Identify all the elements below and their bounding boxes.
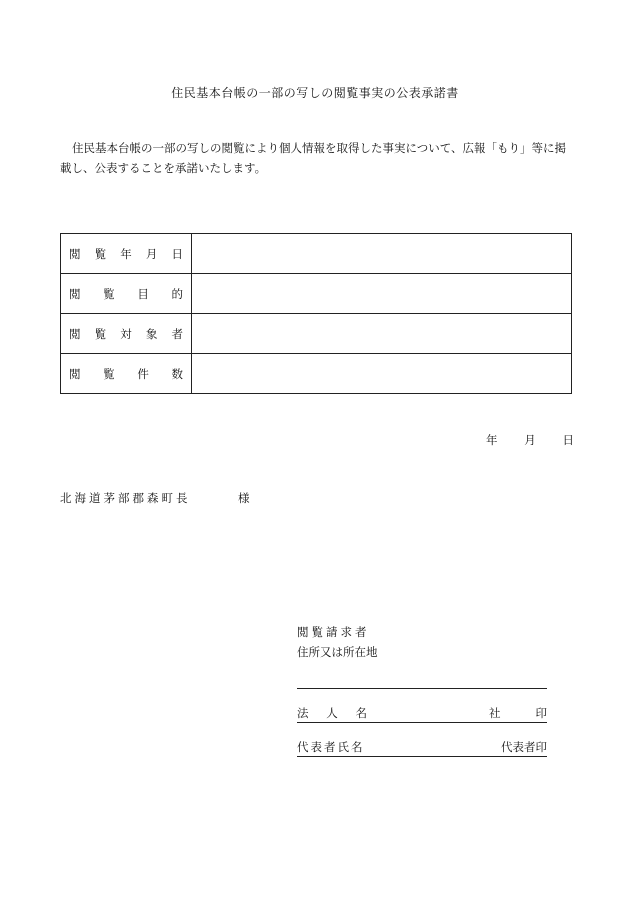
- label-char: 対: [120, 326, 132, 341]
- label-char: 的: [171, 286, 183, 301]
- label-char: 閲: [69, 366, 81, 381]
- addressee-name: 北海道茅部郡森町長: [60, 491, 191, 505]
- representative-seal-label: 代表者印: [501, 740, 547, 754]
- inspection-purpose-label: [61, 274, 192, 314]
- inspection-count-value[interactable]: [192, 354, 572, 394]
- label-char: 覧: [103, 366, 115, 381]
- table-row: [61, 234, 572, 274]
- label-char: 日: [171, 246, 183, 261]
- label-char: 名: [355, 706, 367, 720]
- signature-date: [486, 432, 574, 448]
- label-char: 閲: [69, 286, 81, 301]
- label-char: 社: [489, 706, 501, 720]
- applicant-heading: 閲覧請求者: [297, 625, 370, 639]
- address-label: 住所又は所在地: [297, 645, 378, 659]
- label-char: 件: [137, 366, 149, 381]
- inspection-count-label: [61, 354, 192, 394]
- document-title: 住民基本台帳の一部の写しの閲覧事実の公表承諾書: [171, 86, 459, 100]
- label-char: 月: [145, 246, 158, 261]
- inspection-date-label: [61, 234, 192, 274]
- label-char: 印: [535, 706, 547, 720]
- label-char: 目: [137, 286, 149, 301]
- label-char: 覧: [94, 326, 107, 341]
- day-label: 日: [562, 433, 574, 447]
- label-char: 人: [326, 706, 338, 720]
- representative-name-field[interactable]: [297, 740, 547, 757]
- inspection-info-table: [60, 233, 572, 394]
- addressee-honorific: 様: [238, 491, 250, 505]
- inspection-date-value[interactable]: [192, 234, 572, 274]
- applicant-block: [297, 622, 547, 757]
- label-char: 者: [171, 326, 183, 341]
- inspection-purpose-value[interactable]: [192, 274, 572, 314]
- corporation-name-label: [297, 706, 367, 721]
- company-seal-label: [489, 706, 547, 721]
- table-row: [61, 354, 572, 394]
- label-char: 閲: [69, 326, 81, 341]
- inspection-subject-value[interactable]: [192, 314, 572, 354]
- label-char: 数: [171, 366, 183, 381]
- consent-statement: 住民基本台帳の一部の写しの閲覧により個人情報を取得した事実について、広報「もり」等に掲載し、公表することを承諾いたします。: [60, 141, 567, 175]
- label-char: 象: [145, 326, 158, 341]
- table-row: [61, 314, 572, 354]
- representative-name-label: 代表者氏名: [297, 740, 365, 754]
- label-char: 覧: [94, 246, 107, 261]
- label-char: 年: [120, 246, 132, 261]
- corporation-name-field[interactable]: [297, 706, 547, 723]
- label-char: 法: [297, 706, 309, 720]
- addressee: [60, 490, 250, 506]
- table-row: [61, 274, 572, 314]
- address-field[interactable]: [297, 688, 547, 689]
- month-label: 月: [524, 433, 536, 447]
- label-char: 覧: [103, 286, 115, 301]
- year-label: 年: [486, 433, 498, 447]
- inspection-subject-label: [61, 314, 192, 354]
- label-char: 閲: [69, 246, 81, 261]
